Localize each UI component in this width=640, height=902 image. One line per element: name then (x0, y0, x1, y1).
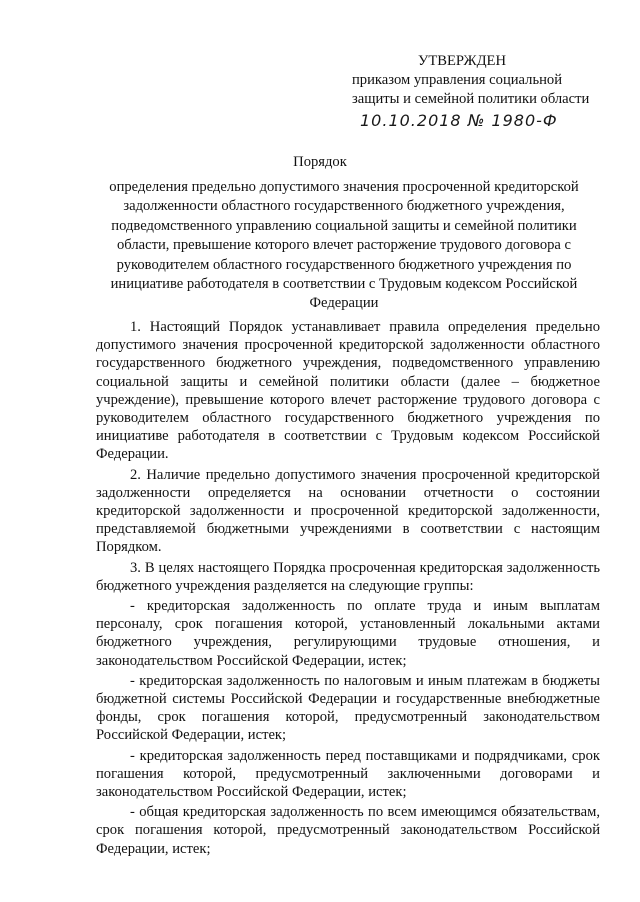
paragraph-1: 1. Настоящий Порядок устанавливает правила определения предельно допустимого значения просроченной кредиторской задолженности областного государственного бюджетного учреждения, подведомственного управлению социальной защиты и семейной политики области (далее – бюджетное учреждение), превышение которого влечет расторжение трудового договора с руководителем областного государственного бюджетного учреждения по инициативе работодателя в соответствии с Трудовым кодексом Российской Федерации. (96, 319, 600, 463)
document-body (96, 318, 600, 858)
list-item: - общая кредиторская задолженность по всем имеющимся обязательствам, срок погашения которой, предусмотренный законодательством Российской Федерации, истек; (96, 804, 600, 857)
approved-heading: УТВЕРЖДЕН (418, 53, 506, 69)
approval-line-2: защиты и семейной политики области (352, 91, 590, 107)
list-item: - кредиторская задолженность по налоговым и иным платежам в бюджеты бюджетной системы Российской Федерации и государственные внебюджетные фонды, срок погашения которой, предусмотренный законодательством Российской Федерации, истек; (96, 672, 600, 744)
approval-line-1: приказом управления социальной (352, 72, 563, 88)
document-subtitle: определения предельно допустимого значения просроченной кредиторской задолженности областного государственного бюджетного учреждения, подведомственного управлению социальной защиты и семейной политики области, превышение которого влечет расторжение трудового договора с руководителем областного государственного бюджетного учреждения по инициативе работодателя в соответствии с Трудовым кодексом Российской Федерации (109, 179, 579, 312)
list-item: - кредиторская задолженность по оплате труда и иным выплатам персоналу, срок погашения которой, установленный локальными актами бюджетного учреждения, регулирующими трудовые отношения, и законодательством Российской Федерации, истек; (96, 598, 600, 669)
paragraph-3: 3. В целях настоящего Порядка просроченная кредиторская задолженность бюджетного учреждения разделяется на следующие группы: (96, 559, 600, 594)
handwritten-date-number: 10.10.2018 № 1980-Ф (360, 111, 558, 130)
paragraph-2: 2. Наличие предельно допустимого значения просроченной кредиторской задолженности определяется на основании отчетности о состоянии кредиторской задолженности и просроченной кредиторской задолженности, представляемой бюджетными учреждениями в соответствии с настоящим Порядком. (96, 466, 600, 556)
document-title: Порядок (293, 154, 347, 170)
approval-stamp (352, 52, 632, 130)
list-item: - кредиторская задолженность перед поставщиками и подрядчиками, срок погашения которой, предусмотренный заключенными договорами и законодательством Российской Федерации, истек; (96, 747, 600, 801)
